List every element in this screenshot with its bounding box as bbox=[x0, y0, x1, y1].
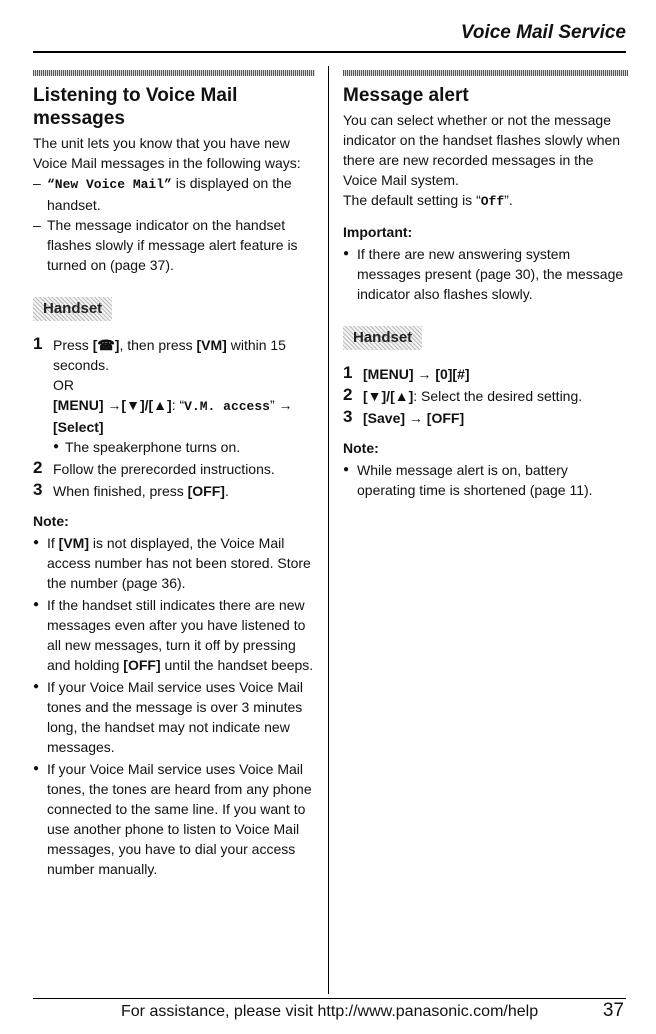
important-item: ● If there are new answering system messages present (page 30), the message indicator also flashes slowly. bbox=[343, 244, 628, 304]
default-text: The default setting is “ bbox=[343, 192, 481, 208]
note-text: If the handset still indicates there are new messages even after you have listened to all new messages, turn it off by pressing and holding bbox=[47, 597, 306, 673]
right-column bbox=[343, 70, 628, 500]
way-text: is displayed on the handset. bbox=[47, 175, 292, 213]
vm-access-display: V.M. access bbox=[184, 399, 270, 414]
default-value: Off bbox=[480, 194, 505, 209]
step-text: . bbox=[224, 483, 229, 499]
intro-text: The unit lets you know that you have new Voice Mail messages in the following ways: bbox=[33, 135, 301, 171]
step-2 bbox=[343, 386, 628, 406]
step-number: 2 bbox=[343, 385, 353, 404]
vm-key: [VM] bbox=[196, 337, 227, 353]
note-text: If bbox=[47, 535, 59, 551]
handset-tag: Handset bbox=[33, 297, 112, 321]
off-key: [OFF] bbox=[187, 483, 225, 499]
step-1 bbox=[33, 335, 315, 457]
important-heading: Important: bbox=[343, 224, 413, 240]
select-key: [Select] bbox=[53, 419, 104, 435]
menu-key: [MENU] → [0][#] bbox=[363, 366, 470, 382]
default-text: ”. bbox=[504, 192, 513, 208]
step-text: : Select the desired setting. bbox=[413, 388, 583, 404]
note-item: ● If your Voice Mail service uses Voice Mail tones and the message is over 3 minutes long, the handset may not indicate new messages. bbox=[33, 677, 315, 757]
note-item bbox=[33, 533, 315, 593]
step-text: When finished, press bbox=[53, 483, 188, 499]
section-title-listening: Listening to Voice Mail messages bbox=[33, 85, 238, 129]
note-text: until the handset beeps. bbox=[160, 657, 314, 673]
header-rule bbox=[33, 51, 626, 53]
note-text: is not displayed, the Voice Mail access number has not been stored. Store the number (page 36). bbox=[47, 535, 311, 591]
note-item: ● While message alert is on, battery operating time is shortened (page 11). bbox=[343, 460, 628, 500]
step-text: : “ bbox=[171, 397, 185, 413]
step-subnote: ● The speakerphone turns on. bbox=[53, 437, 315, 457]
handset-tag: Handset bbox=[343, 326, 422, 350]
menu-key: [MENU] →[▼]/[▲] bbox=[53, 397, 172, 413]
step-text: ” → bbox=[269, 397, 293, 413]
intro-text: You can select whether or not the message indicator on the handset flashes slowly when there are new recorded messages in the Voice Mail system. bbox=[343, 112, 621, 188]
note-heading: Note: bbox=[343, 440, 379, 456]
step-1 bbox=[343, 364, 628, 384]
step-2 bbox=[33, 459, 315, 479]
step-text: Follow the prerecorded instructions. bbox=[53, 461, 275, 477]
step-3 bbox=[33, 481, 315, 501]
section-band bbox=[343, 70, 628, 76]
display-text: “New Voice Mail” bbox=[47, 177, 172, 192]
menu-path bbox=[53, 395, 315, 437]
step-text: Press bbox=[53, 337, 93, 353]
step-number: 3 bbox=[33, 480, 43, 499]
section-title-message-alert: Message alert bbox=[343, 85, 469, 106]
default-setting bbox=[343, 190, 628, 212]
or-text: OR bbox=[53, 377, 74, 393]
off-key: [OFF] bbox=[123, 657, 161, 673]
section-band bbox=[33, 70, 315, 76]
nav-key: [▼]/[▲] bbox=[363, 388, 414, 404]
page-number: 37 bbox=[602, 1000, 624, 1021]
step-text: , then press bbox=[119, 337, 197, 353]
note-heading: Note: bbox=[33, 513, 69, 529]
way-item bbox=[33, 173, 315, 215]
note-item: ● If your Voice Mail service uses Voice Mail tones, the tones are heard from any phone connected to the same line. If you want to use another phone to listen to Voice Mail messages, you have to dial your access number manually. bbox=[33, 759, 315, 879]
step-number: 2 bbox=[33, 458, 43, 477]
step-text: within 15 seconds. bbox=[53, 337, 286, 373]
talk-key: [☎] bbox=[92, 337, 120, 353]
running-header-title: Voice Mail Service bbox=[460, 22, 626, 43]
step-number: 1 bbox=[33, 334, 43, 353]
left-column bbox=[33, 70, 315, 879]
footer-help-text: For assistance, please visit http://www.panasonic.com/help bbox=[121, 1003, 539, 1020]
way-item: – The message indicator on the handset flashes slowly if message alert feature is turned on (page 37). bbox=[33, 215, 315, 275]
vm-key: [VM] bbox=[58, 535, 89, 551]
footer-rule bbox=[33, 998, 626, 999]
note-item bbox=[33, 595, 315, 675]
step-number: 3 bbox=[343, 407, 353, 426]
save-key: [Save] → [OFF] bbox=[363, 410, 465, 426]
column-divider bbox=[328, 66, 329, 994]
step-3 bbox=[343, 408, 628, 428]
step-number: 1 bbox=[343, 363, 353, 382]
